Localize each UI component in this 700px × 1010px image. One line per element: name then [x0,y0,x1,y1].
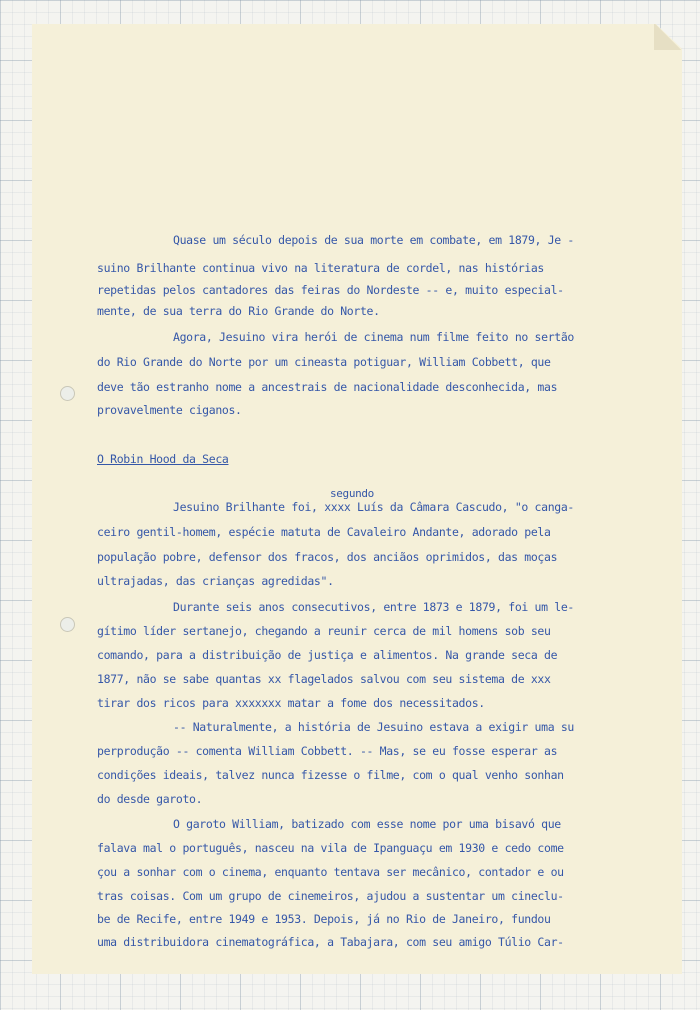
p5-line-2: perprodução -- comenta William Cobbett. -- Mas, se eu fosse esperar as [97,744,558,758]
section-heading: O Robin Hood da Seca [97,452,229,466]
p2-line-2: do Rio Grande do Norte por um cineasta potiguar, William Cobbett, que [97,355,551,369]
p5-line-1: -- Naturalmente, a história de Jesuino estava a exigir uma su [173,720,574,734]
folded-corner [654,24,682,50]
p1-line-4: mente, de sua terra do Rio Grande do Norte. [97,304,380,318]
p3-line-3: população pobre, defensor dos fracos, dos anciãos oprimidos, das moças [97,550,558,564]
p4-line-5: tirar dos ricos para xxxxxxx matar a fome dos necessitados. [97,696,485,710]
p6-line-6: uma distribuidora cinematográfica, a Tabajara, com seu amigo Túlio Car- [97,935,564,949]
p6-line-3: çou a sonhar com o cinema, enquanto tentava ser mecânico, contador e ou [97,865,564,879]
p6-line-2: falava mal o português, nasceu na vila de Ipanguaçu em 1930 e cedo come [97,841,564,855]
insertion-word: segundo [330,487,374,500]
p6-line-5: be de Recife, entre 1949 e 1953. Depois, já no Rio de Janeiro, fundou [97,912,551,926]
p3-line-1: Jesuino Brilhante foi, xxxx Luís da Câmara Cascudo, "o canga- [173,500,574,514]
p4-line-3: comando, para a distribuição de justiça e alimentos. Na grande seca de [97,648,558,662]
p1-line-2: suino Brilhante continua vivo na literatura de cordel, nas histórias [97,261,545,275]
p2-line-3: deve tão estranho nome a ancestrais de nacionalidade desconhecida, mas [97,380,558,394]
p3-line-2: ceiro gentil-homem, espécie matuta de Cavaleiro Andante, adorado pela [97,525,551,539]
p4-line-4: 1877, não se sabe quantas xx flagelados salvou com seu sistema de xxx [97,672,551,686]
p2-line-4: provavelmente ciganos. [97,403,242,417]
p6-line-1: O garoto William, batizado com esse nome por uma bisavó que [173,817,561,831]
punch-hole-bottom [60,617,75,632]
p5-line-3: condições ideais, talvez nunca fizesse o filme, com o qual venho sonhan [97,768,564,782]
p4-line-1: Durante seis anos consecutivos, entre 1873 e 1879, foi um le- [173,600,574,614]
p5-line-4: do desde garoto. [97,792,203,806]
p1-line-1: Quase um século depois de sua morte em combate, em 1879, Je - [173,233,574,247]
p4-line-2: gítimo líder sertanejo, chegando a reunir cerca de mil homens sob seu [97,624,551,638]
p6-line-4: tras coisas. Com um grupo de cinemeiros, ajudou a sustentar um cineclu- [97,889,564,903]
p2-line-1: Agora, Jesuino vira herói de cinema num filme feito no sertão [173,330,574,344]
p3-line-4: ultrajadas, das crianças agredidas". [97,574,334,588]
punch-hole-top [60,386,75,401]
p1-line-3: repetidas pelos cantadores das feiras do Nordeste -- e, muito especial- [97,283,564,297]
